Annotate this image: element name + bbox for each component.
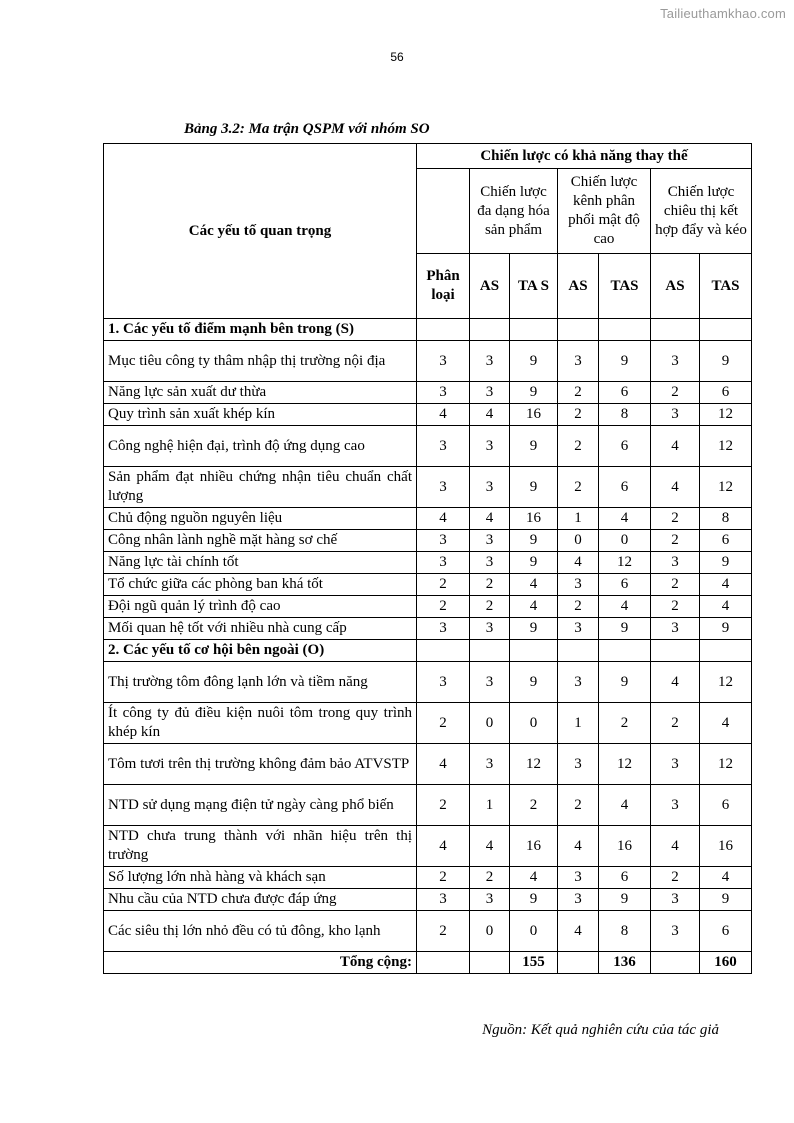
- tas2-cell: 0: [599, 530, 651, 552]
- tas1-cell: 9: [510, 889, 558, 911]
- empty-header-cell: [417, 169, 470, 254]
- tas1-cell: 9: [510, 662, 558, 703]
- tas2-cell: 6: [599, 382, 651, 404]
- as1-cell: 2: [470, 574, 510, 596]
- w-cell: 3: [417, 889, 470, 911]
- as1-cell: 3: [470, 552, 510, 574]
- tas1-cell: 9: [510, 382, 558, 404]
- tas3-cell: 4: [700, 574, 752, 596]
- as2-cell: 0: [558, 530, 599, 552]
- factor-cell: Tổ chức giữa các phòng ban khá tốt: [104, 574, 417, 596]
- as3-cell: 2: [651, 703, 700, 744]
- w-cell: 2: [417, 867, 470, 889]
- tas2-cell: 6: [599, 426, 651, 467]
- tas3-cell: 8: [700, 508, 752, 530]
- as1-cell: 3: [470, 426, 510, 467]
- as1-cell: 1: [470, 785, 510, 826]
- tas1-cell: 0: [510, 703, 558, 744]
- tas3-cell: 16: [700, 826, 752, 867]
- as1-cell: 3: [470, 618, 510, 640]
- w-cell: 2: [417, 785, 470, 826]
- as3-cell: 3: [651, 341, 700, 382]
- strategy-2-header: Chiến lược kênh phân phối mật độ cao: [558, 169, 651, 254]
- as2-cell: 3: [558, 574, 599, 596]
- tas1-cell: 16: [510, 508, 558, 530]
- table-row: [104, 467, 752, 508]
- table-row: [104, 341, 752, 382]
- alternatives-header: Chiến lược có khả năng thay thế: [417, 144, 752, 169]
- table-row: [104, 574, 752, 596]
- as2-cell: 3: [558, 341, 599, 382]
- table-row: [104, 889, 752, 911]
- w-cell: 4: [417, 404, 470, 426]
- as3-cell: 2: [651, 508, 700, 530]
- as2-cell: 1: [558, 703, 599, 744]
- table-row: [104, 662, 752, 703]
- tas2-cell: 12: [599, 552, 651, 574]
- as2-cell: 3: [558, 744, 599, 785]
- section-s-row: [104, 319, 752, 341]
- tas1-cell: 2: [510, 785, 558, 826]
- as3-cell: 3: [651, 889, 700, 911]
- factor-cell: NTD sử dụng mạng điện tử ngày càng phổ biến: [104, 785, 417, 826]
- tas1-cell: 0: [510, 911, 558, 952]
- tas3-cell: 9: [700, 618, 752, 640]
- factor-cell: Công nghệ hiện đại, trình độ ứng dụng cao: [104, 426, 417, 467]
- watermark: Tailieuthamkhao.com: [660, 6, 786, 21]
- tas3-cell: 6: [700, 911, 752, 952]
- as2-cell: 1: [558, 508, 599, 530]
- w-cell: 3: [417, 662, 470, 703]
- factor-cell: NTD chưa trung thành với nhãn hiệu trên thị trường: [104, 826, 417, 867]
- as3-cell: 2: [651, 382, 700, 404]
- as3-cell: 3: [651, 911, 700, 952]
- table-row: [104, 404, 752, 426]
- tas3-cell: 12: [700, 744, 752, 785]
- factor-cell: Thị trường tôm đông lạnh lớn và tiềm năng: [104, 662, 417, 703]
- as1-cell: 3: [470, 341, 510, 382]
- as1-cell: 3: [470, 382, 510, 404]
- table-row: [104, 618, 752, 640]
- w-cell: 3: [417, 382, 470, 404]
- tas1-cell: 9: [510, 552, 558, 574]
- as2-cell: 4: [558, 552, 599, 574]
- w-cell: 4: [417, 744, 470, 785]
- tas2-cell: 2: [599, 703, 651, 744]
- factor-cell: Công nhân lành nghề mặt hàng sơ chế: [104, 530, 417, 552]
- table-row: [104, 867, 752, 889]
- tas3-header: TAS: [700, 254, 752, 319]
- total-tas1: 155: [510, 952, 558, 974]
- as1-cell: 4: [470, 404, 510, 426]
- as1-cell: 0: [470, 703, 510, 744]
- factor-cell: Số lượng lớn nhà hàng và khách sạn: [104, 867, 417, 889]
- as1-header: AS: [470, 254, 510, 319]
- as3-cell: 3: [651, 785, 700, 826]
- factor-cell: Tôm tươi trên thị trường không đảm bảo ATVSTP: [104, 744, 417, 785]
- tas2-cell: 6: [599, 867, 651, 889]
- total-label: Tổng cộng:: [104, 952, 417, 974]
- factor-cell: Chủ động nguồn nguyên liệu: [104, 508, 417, 530]
- factor-cell: Quy trình sản xuất khép kín: [104, 404, 417, 426]
- tas3-cell: 4: [700, 867, 752, 889]
- as1-cell: 0: [470, 911, 510, 952]
- as3-cell: 2: [651, 530, 700, 552]
- tas1-cell: 16: [510, 404, 558, 426]
- section-o-label: 2. Các yếu tố cơ hội bên ngoài (O): [104, 640, 417, 662]
- as3-cell: 3: [651, 618, 700, 640]
- tas2-cell: 4: [599, 785, 651, 826]
- tas1-cell: 4: [510, 574, 558, 596]
- as2-cell: 4: [558, 826, 599, 867]
- as2-cell: 2: [558, 467, 599, 508]
- tas3-cell: 12: [700, 404, 752, 426]
- as3-cell: 2: [651, 574, 700, 596]
- tas1-header: TA S: [510, 254, 558, 319]
- factor-cell: Đội ngũ quản lý trình độ cao: [104, 596, 417, 618]
- tas1-cell: 4: [510, 867, 558, 889]
- tas2-cell: 6: [599, 467, 651, 508]
- table-caption: Bảng 3.2: Ma trận QSPM với nhóm SO: [184, 121, 430, 137]
- w-cell: 2: [417, 596, 470, 618]
- tas1-cell: 9: [510, 618, 558, 640]
- tas2-cell: 4: [599, 596, 651, 618]
- w-cell: 2: [417, 703, 470, 744]
- w-cell: 2: [417, 574, 470, 596]
- table-row: [104, 552, 752, 574]
- w-cell: 2: [417, 911, 470, 952]
- tas2-cell: 9: [599, 341, 651, 382]
- as2-cell: 3: [558, 662, 599, 703]
- as2-cell: 2: [558, 785, 599, 826]
- weight-header: Phân loại: [417, 254, 470, 319]
- as2-cell: 3: [558, 889, 599, 911]
- w-cell: 3: [417, 341, 470, 382]
- factor-cell: Ít công ty đủ điều kiện nuôi tôm trong quy trình khép kín: [104, 703, 417, 744]
- as3-cell: 4: [651, 467, 700, 508]
- table-row: [104, 508, 752, 530]
- tas2-cell: 9: [599, 889, 651, 911]
- w-cell: 3: [417, 618, 470, 640]
- as1-cell: 2: [470, 867, 510, 889]
- tas1-cell: 4: [510, 596, 558, 618]
- table-row: [104, 911, 752, 952]
- tas3-cell: 12: [700, 426, 752, 467]
- as2-cell: 2: [558, 426, 599, 467]
- total-row: [104, 952, 752, 974]
- tas1-cell: 16: [510, 826, 558, 867]
- as3-cell: 2: [651, 867, 700, 889]
- as3-cell: 2: [651, 596, 700, 618]
- tas2-cell: 4: [599, 508, 651, 530]
- factors-header: Các yếu tố quan trọng: [104, 144, 417, 319]
- strategy-3-header: Chiến lược chiêu thị kết hợp đẩy và kéo: [651, 169, 752, 254]
- as1-cell: 3: [470, 530, 510, 552]
- tas1-cell: 9: [510, 530, 558, 552]
- total-tas2: 136: [599, 952, 651, 974]
- as2-cell: 3: [558, 618, 599, 640]
- tas2-header: TAS: [599, 254, 651, 319]
- tas3-cell: 6: [700, 382, 752, 404]
- w-cell: 3: [417, 552, 470, 574]
- table-row: [104, 785, 752, 826]
- table-row: [104, 703, 752, 744]
- tas2-cell: 9: [599, 618, 651, 640]
- tas2-cell: 8: [599, 404, 651, 426]
- factor-cell: Năng lực sản xuất dư thừa: [104, 382, 417, 404]
- table-row: [104, 744, 752, 785]
- as2-cell: 2: [558, 404, 599, 426]
- w-cell: 4: [417, 508, 470, 530]
- as2-header: AS: [558, 254, 599, 319]
- factor-cell: Nhu cầu của NTD chưa được đáp ứng: [104, 889, 417, 911]
- tas2-cell: 12: [599, 744, 651, 785]
- tas2-cell: 16: [599, 826, 651, 867]
- total-tas3: 160: [700, 952, 752, 974]
- strategy-1-header: Chiến lược đa dạng hóa sản phẩm: [470, 169, 558, 254]
- as2-cell: 4: [558, 911, 599, 952]
- as1-cell: 4: [470, 508, 510, 530]
- factor-cell: Các siêu thị lớn nhỏ đều có tủ đông, kho lạnh: [104, 911, 417, 952]
- section-s-label: 1. Các yếu tố điểm mạnh bên trong (S): [104, 319, 417, 341]
- as3-cell: 4: [651, 426, 700, 467]
- w-cell: 3: [417, 467, 470, 508]
- table-row: [104, 826, 752, 867]
- as1-cell: 3: [470, 744, 510, 785]
- tas1-cell: 9: [510, 341, 558, 382]
- as2-cell: 3: [558, 867, 599, 889]
- as3-header: AS: [651, 254, 700, 319]
- tas3-cell: 4: [700, 596, 752, 618]
- table-row: [104, 426, 752, 467]
- as3-cell: 4: [651, 826, 700, 867]
- table-row: [104, 530, 752, 552]
- tas2-cell: 9: [599, 662, 651, 703]
- as1-cell: 3: [470, 467, 510, 508]
- tas2-cell: 6: [599, 574, 651, 596]
- as1-cell: 3: [470, 662, 510, 703]
- tas1-cell: 9: [510, 467, 558, 508]
- w-cell: 3: [417, 426, 470, 467]
- qspm-table: [103, 143, 752, 974]
- w-cell: 3: [417, 530, 470, 552]
- factor-cell: Năng lực tài chính tốt: [104, 552, 417, 574]
- factor-cell: Mục tiêu công ty thâm nhập thị trường nội địa: [104, 341, 417, 382]
- table-row: [104, 382, 752, 404]
- tas3-cell: 6: [700, 530, 752, 552]
- tas2-cell: 8: [599, 911, 651, 952]
- as3-cell: 3: [651, 552, 700, 574]
- tas3-cell: 9: [700, 889, 752, 911]
- page-number: 56: [390, 50, 404, 64]
- as3-cell: 4: [651, 662, 700, 703]
- factor-cell: Sản phẩm đạt nhiều chứng nhận tiêu chuẩn chất lượng: [104, 467, 417, 508]
- as3-cell: 3: [651, 744, 700, 785]
- as1-cell: 2: [470, 596, 510, 618]
- as1-cell: 3: [470, 889, 510, 911]
- tas1-cell: 12: [510, 744, 558, 785]
- section-o-row: [104, 640, 752, 662]
- w-cell: 4: [417, 826, 470, 867]
- as2-cell: 2: [558, 596, 599, 618]
- table-row: [104, 596, 752, 618]
- as2-cell: 2: [558, 382, 599, 404]
- tas3-cell: 12: [700, 467, 752, 508]
- source-note: Nguồn: Kết quả nghiên cứu của tác giả: [482, 1022, 719, 1038]
- tas1-cell: 9: [510, 426, 558, 467]
- tas3-cell: 9: [700, 552, 752, 574]
- tas3-cell: 9: [700, 341, 752, 382]
- tas3-cell: 6: [700, 785, 752, 826]
- factor-cell: Mối quan hệ tốt với nhiều nhà cung cấp: [104, 618, 417, 640]
- tas3-cell: 12: [700, 662, 752, 703]
- tas3-cell: 4: [700, 703, 752, 744]
- as3-cell: 3: [651, 404, 700, 426]
- as1-cell: 4: [470, 826, 510, 867]
